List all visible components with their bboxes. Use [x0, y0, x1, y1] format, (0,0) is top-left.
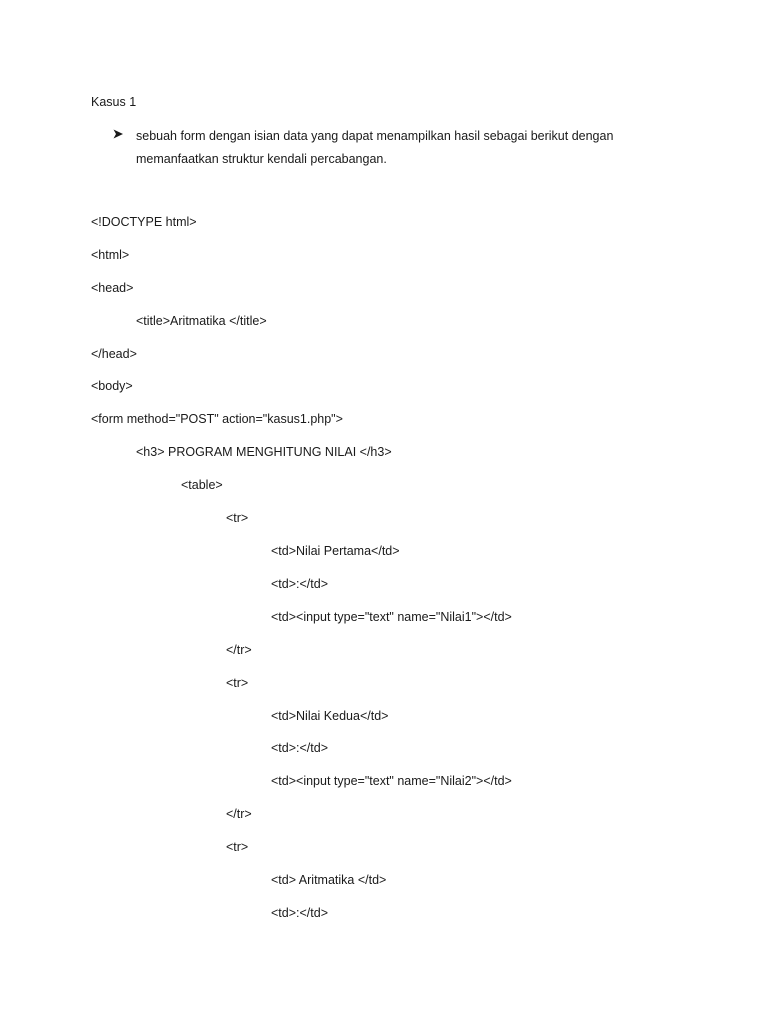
code-line: <td>Nilai Kedua</td> — [271, 709, 389, 723]
code-line: <td>:</td> — [271, 741, 328, 755]
code-line: <table> — [181, 478, 223, 492]
code-line: <td>:</td> — [271, 577, 328, 591]
bullet-text: sebuah form dengan isian data yang dapat menampilkan hasil sebagai berikut dengan memanfaatkan struktur kendali percabangan. — [136, 129, 614, 166]
code-line: </head> — [91, 347, 137, 361]
code-line: <tr> — [226, 676, 249, 690]
code-line: <td> Aritmatika </td> — [271, 873, 387, 887]
code-line: <form method="POST" action="kasus1.php"> — [91, 412, 343, 426]
code-line: <td>Nilai Pertama</td> — [271, 544, 400, 558]
code-line: <td><input type="text" name="Nilai2"></td> — [271, 774, 512, 788]
code-line: </tr> — [226, 807, 252, 821]
code-line: </tr> — [226, 643, 252, 657]
code-line: <title>Aritmatika </title> — [136, 314, 267, 328]
code-line: <tr> — [226, 840, 249, 854]
arrowhead-bullet-icon — [113, 125, 125, 143]
code-line: <tr> — [226, 511, 249, 525]
code-line: <td>:</td> — [271, 906, 328, 920]
code-line: <h3> PROGRAM MENGHITUNG NILAI </h3> — [136, 445, 392, 459]
code-line: <body> — [91, 379, 133, 393]
case-heading: Kasus 1 — [91, 95, 137, 109]
code-line: <html> — [91, 248, 130, 262]
code-line: <head> — [91, 281, 134, 295]
code-line: <td><input type="text" name="Nilai1"></td> — [271, 610, 512, 624]
bullet-item — [113, 125, 673, 171]
code-line: <!DOCTYPE html> — [91, 215, 197, 229]
